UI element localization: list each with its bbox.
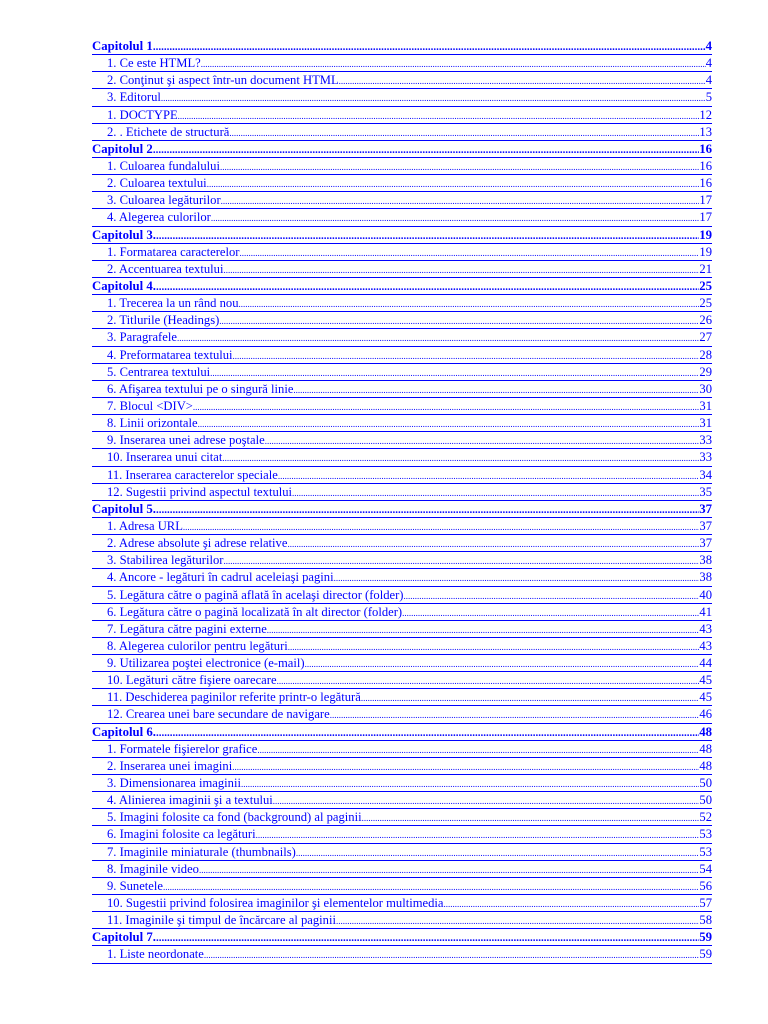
section-title: 1. Culoarea fundalului xyxy=(107,158,220,173)
section-title: 2. Accentuarea textului xyxy=(107,261,224,276)
page-number: 37 xyxy=(699,501,712,516)
section-title: 4. Alegerea culorilor xyxy=(107,210,211,225)
toc-section-link[interactable] xyxy=(92,415,712,432)
section-title: 2. Culoarea textului xyxy=(107,176,207,191)
dot-leader xyxy=(241,775,699,792)
page-number: 45 xyxy=(699,690,712,705)
toc-section-link[interactable] xyxy=(92,638,712,655)
page-number: 19 xyxy=(699,244,712,259)
dot-leader xyxy=(161,89,706,106)
section-title: 1. Adresa URL xyxy=(107,518,183,533)
section-title: 11. Imaginile şi timpul de încărcare al paginii xyxy=(107,913,336,928)
toc-section-link[interactable] xyxy=(92,895,712,912)
dot-leader xyxy=(199,861,699,878)
section-title: 7. Blocul <DIV> xyxy=(107,398,193,413)
dot-leader xyxy=(229,124,699,141)
page-number: 58 xyxy=(699,913,712,928)
section-title: 11. Inserarea caracterelor speciale xyxy=(107,467,278,482)
toc-section-link[interactable] xyxy=(92,364,712,381)
section-title: 12. Crearea unei bare secundare de navigare xyxy=(107,707,330,722)
section-title: 9. Utilizarea poştei electronice (e-mail) xyxy=(107,656,305,671)
page-number: 17 xyxy=(699,210,712,225)
toc-section-link[interactable] xyxy=(92,398,712,415)
toc-section-link[interactable] xyxy=(92,449,712,466)
toc-section-link[interactable] xyxy=(92,912,712,929)
page-number: 48 xyxy=(699,724,712,739)
page-number: 56 xyxy=(699,878,712,893)
toc-section-link[interactable] xyxy=(92,826,712,843)
page-number: 38 xyxy=(699,553,712,568)
section-title: 8. Linii orizontale xyxy=(107,416,198,431)
page-number: 13 xyxy=(699,124,712,139)
table-of-contents xyxy=(92,38,712,964)
section-title: 3. Culoarea legăturilor xyxy=(107,193,221,208)
page-number: 25 xyxy=(699,278,712,293)
page-number: 34 xyxy=(699,467,712,482)
dot-leader xyxy=(220,158,699,175)
dot-leader xyxy=(305,655,700,672)
dot-leader xyxy=(267,621,700,638)
toc-section-link[interactable] xyxy=(92,312,712,329)
dot-leader xyxy=(223,261,699,278)
page-number: 12 xyxy=(699,107,712,122)
chapter-title: Capitolul 2 xyxy=(92,141,153,156)
dot-leader xyxy=(219,312,699,329)
section-title: 4. Preformatarea textului xyxy=(107,347,233,362)
section-title: 5. Imagini folosite ca fond (background) al paginii xyxy=(107,810,362,825)
dot-leader xyxy=(296,844,700,861)
page-number: 40 xyxy=(699,587,712,602)
section-title: 1. Ce este HTML? xyxy=(107,56,201,71)
toc-section-link[interactable] xyxy=(92,72,712,89)
page-number: 44 xyxy=(699,656,712,671)
page-number: 48 xyxy=(699,758,712,773)
section-title: 10. Legături către fişiere oarecare xyxy=(107,673,277,688)
toc-section-link[interactable] xyxy=(92,587,712,604)
toc-section-link[interactable] xyxy=(92,518,712,535)
page-number: 43 xyxy=(699,621,712,636)
dot-leader xyxy=(156,929,699,946)
toc-chapter-link[interactable] xyxy=(92,38,712,55)
dot-leader xyxy=(273,792,700,809)
page-number: 4 xyxy=(705,39,712,53)
dot-leader xyxy=(404,587,700,604)
section-title: 1. Trecerea la un rând nou xyxy=(107,296,239,311)
dot-leader xyxy=(265,432,700,449)
dot-leader xyxy=(210,364,699,381)
dot-leader xyxy=(287,535,699,552)
dot-leader xyxy=(402,604,699,621)
dot-leader xyxy=(223,552,699,569)
page-number: 4 xyxy=(705,56,712,71)
toc-section-link[interactable] xyxy=(92,809,712,826)
dot-leader xyxy=(163,878,699,895)
toc-chapter-link[interactable] xyxy=(92,929,712,946)
section-title: 8. Imaginile video xyxy=(107,861,199,876)
chapter-title: Capitolul 4. xyxy=(92,278,156,293)
dot-leader xyxy=(201,55,706,72)
toc-section-link[interactable] xyxy=(92,792,712,809)
toc-section-link[interactable] xyxy=(92,861,712,878)
toc-section-link[interactable] xyxy=(92,758,712,775)
section-title: 4. Ancore - legături în cadrul aceleiaşi pagini xyxy=(107,570,334,585)
toc-chapter-link[interactable] xyxy=(92,501,712,518)
dot-leader xyxy=(207,175,700,192)
dot-leader xyxy=(156,501,699,518)
dot-leader xyxy=(293,381,699,398)
toc-section-link[interactable] xyxy=(92,244,712,261)
page-number: 53 xyxy=(699,827,712,842)
toc-section-link[interactable] xyxy=(92,672,712,689)
dot-leader xyxy=(153,141,699,158)
section-title: 2. Adrese absolute şi adrese relative xyxy=(107,536,288,551)
section-title: 3. Stabilirea legăturilor xyxy=(107,553,224,568)
dot-leader xyxy=(256,826,700,843)
dot-leader xyxy=(232,758,699,775)
dot-leader xyxy=(443,895,699,912)
section-title: 1. Liste neordonate xyxy=(107,947,204,962)
chapter-title: Capitolul 3. xyxy=(92,227,156,242)
toc-section-link[interactable] xyxy=(92,621,712,638)
toc-section-link[interactable] xyxy=(92,535,712,552)
page-number: 33 xyxy=(699,450,712,465)
toc-chapter-link[interactable] xyxy=(92,141,712,158)
dot-leader xyxy=(292,484,699,501)
toc-section-link[interactable] xyxy=(92,655,712,672)
chapter-title: Capitolul 7. xyxy=(92,930,156,945)
toc-section-link[interactable] xyxy=(92,192,712,209)
page-number: 53 xyxy=(699,844,712,859)
dot-leader xyxy=(239,295,700,312)
page-number: 26 xyxy=(699,313,712,328)
toc-section-link[interactable] xyxy=(92,741,712,758)
page-number: 16 xyxy=(699,176,712,191)
section-title: 1. Formatarea caracterelor xyxy=(107,244,240,259)
toc-section-link[interactable] xyxy=(92,706,712,723)
toc-section-link[interactable] xyxy=(92,89,712,106)
dot-leader xyxy=(336,912,699,929)
section-title: 7. Imaginile miniaturale (thumbnails) xyxy=(107,844,296,859)
dot-leader xyxy=(178,107,700,124)
toc-section-link[interactable] xyxy=(92,775,712,792)
section-title: 3. Dimensionarea imaginii xyxy=(107,776,241,791)
section-title: 9. Inserarea unei adrese poştale xyxy=(107,433,265,448)
chapter-title: Capitolul 1 xyxy=(92,39,153,53)
section-title: 3. Editorul xyxy=(107,90,161,105)
page-number: 48 xyxy=(699,741,712,756)
toc-section-link[interactable] xyxy=(92,604,712,621)
toc-chapter-link[interactable] xyxy=(92,227,712,244)
dot-leader xyxy=(362,809,700,826)
dot-leader xyxy=(334,569,700,586)
section-title: 6. Afişarea textului pe o singură linie xyxy=(107,381,294,396)
page-number: 5 xyxy=(705,90,712,105)
page-number: 16 xyxy=(699,141,712,156)
page-number: 35 xyxy=(699,484,712,499)
toc-section-link[interactable] xyxy=(92,689,712,706)
chapter-title: Capitolul 6. xyxy=(92,724,156,739)
page-number: 59 xyxy=(699,930,712,945)
dot-leader xyxy=(339,72,706,89)
toc-section-link[interactable] xyxy=(92,209,712,226)
page-number: 21 xyxy=(699,261,712,276)
section-title: 5. Legătura către o pagină aflată în acelaşi director (folder) xyxy=(107,587,404,602)
toc-section-link[interactable] xyxy=(92,552,712,569)
section-title: 11. Deschiderea paginilor referite printr-o legătură xyxy=(107,690,361,705)
section-title: 8. Alegerea culorilor pentru legături xyxy=(107,638,288,653)
chapter-title: Capitolul 5. xyxy=(92,501,156,516)
dot-leader xyxy=(257,741,699,758)
section-title: 1. DOCTYPE xyxy=(107,107,178,122)
page-number: 50 xyxy=(699,776,712,791)
toc-section-link[interactable] xyxy=(92,329,712,346)
toc-section-link[interactable] xyxy=(92,878,712,895)
dot-leader xyxy=(153,38,706,55)
page-number: 41 xyxy=(699,604,712,619)
section-title: 7. Legătura către pagini externe xyxy=(107,621,267,636)
dot-leader xyxy=(221,192,700,209)
section-title: 9. Sunetele xyxy=(107,878,163,893)
toc-section-link[interactable] xyxy=(92,107,712,124)
page-number: 37 xyxy=(699,536,712,551)
page-number: 50 xyxy=(699,793,712,808)
page-number: 27 xyxy=(699,330,712,345)
toc-section-link[interactable] xyxy=(92,467,712,484)
toc-section-link[interactable] xyxy=(92,175,712,192)
section-title: 1. Formatele fişierelor grafice xyxy=(107,741,258,756)
section-title: 2. Conţinut şi aspect într-un document HTML xyxy=(107,73,339,88)
toc-section-link[interactable] xyxy=(92,347,712,364)
page-number: 25 xyxy=(699,296,712,311)
section-title: 6. Legătura către o pagină localizată în alt director (folder) xyxy=(107,604,403,619)
section-title: 10. Inserarea unui citat xyxy=(107,450,223,465)
toc-section-link[interactable] xyxy=(92,158,712,175)
dot-leader xyxy=(330,706,700,723)
page-number: 17 xyxy=(699,193,712,208)
toc-section-link[interactable] xyxy=(92,484,712,501)
section-title: 5. Centrarea textului xyxy=(107,364,211,379)
toc-section-link[interactable] xyxy=(92,844,712,861)
page-number: 46 xyxy=(699,707,712,722)
toc-section-link[interactable] xyxy=(92,124,712,141)
section-title: 2. Titlurile (Headings) xyxy=(107,313,220,328)
toc-section-link[interactable] xyxy=(92,381,712,398)
page-number: 4 xyxy=(705,73,712,88)
toc-section-link[interactable] xyxy=(92,295,712,312)
page-number: 59 xyxy=(699,947,712,962)
page-number: 37 xyxy=(699,518,712,533)
dot-leader xyxy=(156,278,699,295)
page-number: 52 xyxy=(699,810,712,825)
page-number: 31 xyxy=(699,398,712,413)
page-number: 54 xyxy=(699,861,712,876)
toc-section-link[interactable] xyxy=(92,261,712,278)
dot-leader xyxy=(277,672,700,689)
page-number: 29 xyxy=(699,364,712,379)
section-title: 12. Sugestii privind aspectul textului xyxy=(107,484,293,499)
page-number: 19 xyxy=(699,227,712,242)
dot-leader xyxy=(361,689,700,706)
dot-leader xyxy=(177,329,699,346)
section-title: 10. Sugestii privind folosirea imaginilor şi elementelor multimedia xyxy=(107,896,444,911)
toc-chapter-link[interactable] xyxy=(92,724,712,741)
page-number: 16 xyxy=(699,158,712,173)
page-number: 38 xyxy=(699,570,712,585)
dot-leader xyxy=(156,227,699,244)
page-number: 33 xyxy=(699,433,712,448)
page-number: 28 xyxy=(699,347,712,362)
section-title: 2. Inserarea unei imagini xyxy=(107,758,233,773)
section-title: 3. Paragrafele xyxy=(107,330,177,345)
dot-leader xyxy=(204,946,700,963)
dot-leader xyxy=(233,347,700,364)
toc-section-link[interactable] xyxy=(92,946,712,963)
toc-section-link[interactable] xyxy=(92,432,712,449)
section-title: 4. Alinierea imaginii şi a textului xyxy=(107,793,273,808)
page-number: 57 xyxy=(699,896,712,911)
dot-leader xyxy=(240,244,700,261)
dot-leader xyxy=(156,724,699,741)
page-number: 43 xyxy=(699,638,712,653)
dot-leader xyxy=(278,467,700,484)
toc-section-link[interactable] xyxy=(92,55,712,72)
dot-leader xyxy=(288,638,700,655)
section-title: 6. Imagini folosite ca legături xyxy=(107,827,256,842)
toc-chapter-link[interactable] xyxy=(92,278,712,295)
dot-leader xyxy=(193,398,699,415)
dot-leader xyxy=(211,209,700,226)
dot-leader xyxy=(198,415,700,432)
toc-section-link[interactable] xyxy=(92,569,712,586)
page-number: 30 xyxy=(699,381,712,396)
dot-leader xyxy=(183,518,700,535)
dot-leader xyxy=(222,449,699,466)
page-number: 31 xyxy=(699,416,712,431)
section-title: 2. . Etichete de structură xyxy=(107,124,230,139)
page-number: 45 xyxy=(699,673,712,688)
